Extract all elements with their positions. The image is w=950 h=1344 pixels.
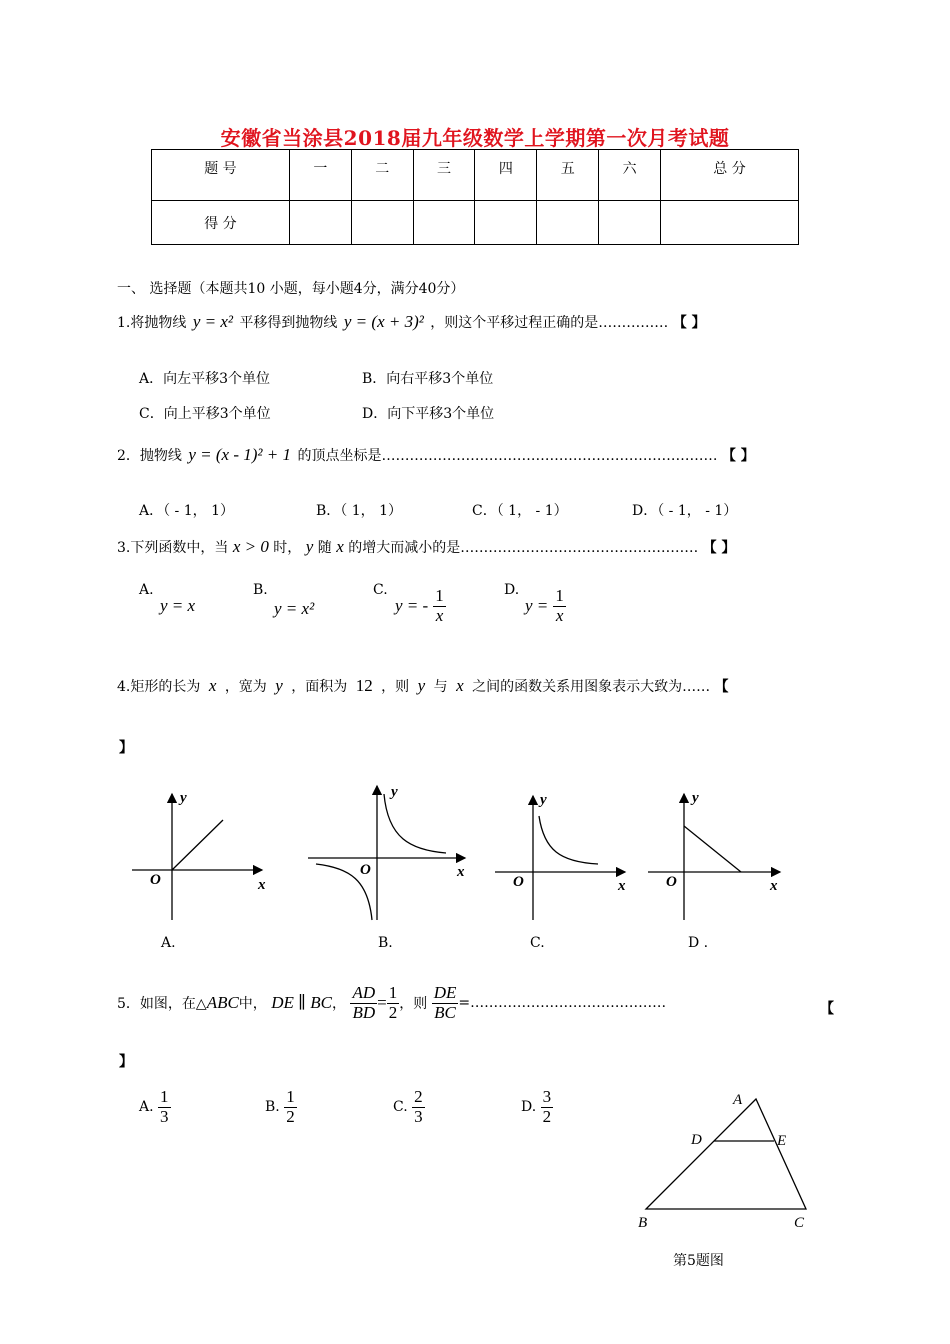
answer-bracket-close[interactable]: 】 — [119, 1054, 133, 1070]
q2-text: 2．抛物线 — [117, 448, 182, 464]
fraction-denominator: 3 — [160, 1106, 169, 1126]
q2-option-d[interactable]: D．（ - 1， - 1） — [632, 503, 738, 519]
q1-formula-2: y = (x + 3)² — [343, 312, 424, 331]
q4-var-y: y — [417, 676, 426, 695]
origin-label: O — [666, 874, 677, 890]
question-5 — [117, 984, 666, 1022]
q3-text: 3.下列函数中，当 — [117, 540, 229, 556]
section-heading: 一、 选择题（本题共10 小题，每小题4分，满分40分） — [117, 281, 465, 297]
fraction — [284, 1088, 297, 1126]
q5-text: 中， — [238, 996, 267, 1013]
score-header-cell: 六 — [599, 150, 661, 201]
score-table — [151, 149, 799, 245]
fraction-denominator: 2 — [388, 1002, 398, 1022]
q4-option-d[interactable]: D . — [688, 935, 709, 951]
fraction — [541, 1088, 554, 1126]
q5-bc: BC — [310, 993, 333, 1013]
q5-de: DE — [271, 993, 294, 1013]
q3-option-c-label[interactable]: C. — [373, 582, 388, 598]
score-header-cell: 二 — [351, 150, 413, 201]
q4-option-c[interactable]: C. — [530, 935, 545, 951]
q3-text: 时， — [273, 540, 302, 556]
option-label: C. — [393, 1099, 408, 1116]
question-3 — [117, 537, 736, 557]
score-cell[interactable] — [413, 201, 475, 245]
vertex-d-label: D — [691, 1132, 702, 1148]
fraction-numerator: DE — [433, 983, 457, 1002]
axis-x-label: x — [618, 878, 626, 894]
fraction-numerator: AD — [352, 983, 376, 1002]
fraction-numerator: 2 — [414, 1087, 423, 1106]
score-header-cell: 四 — [475, 150, 537, 201]
q3-option-a-formula: y = x — [160, 596, 196, 615]
fraction-numerator: 1 — [286, 1087, 295, 1106]
q4-option-b[interactable]: B. — [378, 935, 393, 951]
q2-option-c[interactable]: C．（ 1， - 1） — [472, 503, 568, 519]
answer-bracket-open[interactable]: 【 — [820, 1001, 834, 1017]
q5-option-b[interactable] — [265, 1088, 297, 1126]
origin-label: O — [150, 872, 161, 888]
q4-area: 12 — [355, 676, 373, 695]
score-header-cell: 总 分 — [661, 150, 799, 201]
score-header-cell: 三 — [413, 150, 475, 201]
axis-y-label: y — [180, 790, 187, 806]
fraction — [553, 587, 566, 625]
q3-option-b-formula: y = x² — [274, 599, 315, 618]
axis-y-label: y — [692, 790, 699, 806]
answer-bracket-open[interactable]: 【 — [714, 679, 729, 695]
q4-var-x: x — [208, 676, 217, 695]
q4-text: 4.矩形的长为 — [117, 679, 201, 695]
fraction-denominator: 2 — [286, 1106, 295, 1126]
graph-c[interactable] — [495, 792, 626, 920]
q5-triangle-figure — [630, 1085, 820, 1235]
fraction-numerator: 1 — [555, 586, 564, 605]
q5-text: ， — [332, 996, 347, 1013]
q4-var-y: y — [275, 676, 283, 695]
score-row-label: 得 分 — [152, 201, 290, 245]
q4-option-a[interactable]: A. — [161, 935, 176, 951]
question-2 — [117, 445, 755, 465]
q5-text: ，则 — [399, 996, 428, 1013]
q2-option-a[interactable]: A．（ - 1， 1） — [139, 503, 235, 519]
q1-option-c[interactable]: C．向上平移3个单位 — [139, 406, 271, 422]
score-header-cell: 一 — [289, 150, 351, 201]
q3-option-d-label[interactable]: D. — [504, 582, 520, 598]
q1-text: 1.将抛物线 — [117, 315, 187, 331]
axis-y-label: y — [540, 792, 547, 808]
fraction — [350, 984, 377, 1022]
q4-text: ，宽为 — [224, 679, 267, 695]
vertex-b-label: B — [638, 1215, 648, 1231]
q5-dots: =…………………………………… — [458, 995, 667, 1012]
q1-text: ，则这个平移过程正确的是…………… — [430, 315, 669, 331]
figure-caption: 第5题图 — [673, 1253, 724, 1269]
fraction — [412, 1088, 425, 1126]
fraction-numerator: 1 — [435, 586, 444, 605]
q3-d-lhs: y = — [525, 596, 549, 616]
q5-triangle: ABC — [206, 993, 239, 1013]
q1-option-d[interactable]: D．向下平移3个单位 — [362, 406, 495, 422]
q3-option-c-formula — [395, 587, 446, 625]
q3-option-a-label[interactable]: A. — [139, 582, 154, 598]
vertex-c-label: C — [794, 1215, 805, 1231]
answer-bracket-close[interactable]: 】 — [119, 740, 133, 756]
q2-formula: y = (x - 1)² + 1 — [188, 445, 291, 464]
fraction — [432, 984, 459, 1022]
q3-option-b-label[interactable]: B. — [253, 582, 268, 598]
fraction-numerator: 1 — [388, 983, 398, 1002]
q5-option-c[interactable] — [393, 1088, 425, 1126]
vertex-e-label: E — [777, 1133, 787, 1149]
q3-text: 随 — [317, 540, 332, 556]
q4-text: 与 — [433, 679, 448, 695]
fraction-denominator: 3 — [414, 1106, 423, 1126]
q3-text: 的增大而减小的是…………………………………………… — [348, 540, 699, 556]
q4-text: 之间的函数关系用图象表示大致为…… — [472, 679, 711, 695]
origin-label: O — [513, 874, 524, 890]
fraction — [433, 587, 446, 625]
score-table-score-row — [152, 201, 799, 245]
score-cell[interactable] — [351, 201, 413, 245]
q1-formula-1: y = x² — [192, 312, 233, 331]
graph-b[interactable] — [308, 784, 465, 920]
graph-a[interactable] — [132, 790, 266, 920]
fraction-numerator: 1 — [160, 1087, 169, 1106]
q4-text: ，则 — [381, 679, 410, 695]
axis-y-label: y — [391, 784, 398, 800]
q2-option-b[interactable]: B．（ 1， 1） — [316, 503, 403, 519]
q1-text: 平移得到抛物线 — [239, 315, 338, 331]
question-4 — [117, 676, 729, 696]
fraction-denominator: BD — [352, 1002, 376, 1022]
q2-text: 的顶点坐标是……………………………………………………………… — [297, 448, 718, 464]
triangle-abc — [646, 1099, 806, 1209]
fraction-numerator: 3 — [542, 1087, 552, 1106]
fraction-denominator: BC — [434, 1002, 456, 1022]
q3-var-x: x — [336, 537, 344, 556]
q5-equals: = — [377, 993, 387, 1013]
q5-parallel: ∥ — [293, 993, 311, 1013]
q3-condition: x > 0 — [232, 537, 269, 556]
score-header-cell: 题 号 — [152, 150, 290, 201]
fraction-denominator: x — [435, 605, 444, 625]
q3-c-lhs: y = - — [395, 596, 429, 616]
score-table-header-row — [152, 150, 799, 201]
q4-var-x: x — [456, 676, 464, 695]
question-1 — [117, 312, 706, 332]
axis-x-label: x — [457, 864, 465, 880]
q5-option-a[interactable] — [139, 1088, 171, 1126]
answer-bracket[interactable]: 【 】 — [702, 540, 736, 556]
q3-var-y: y — [305, 537, 314, 556]
q5-text: 5．如图，在△ — [117, 996, 207, 1013]
origin-label: O — [360, 862, 371, 878]
score-cell[interactable] — [537, 201, 599, 245]
axis-x-label: x — [770, 878, 778, 894]
score-cell[interactable] — [599, 201, 661, 245]
q1-option-b[interactable]: B．向右平移3个单位 — [362, 371, 494, 387]
answer-bracket[interactable]: 【 】 — [721, 448, 755, 464]
fraction-denominator: x — [555, 605, 564, 625]
fraction-denominator: 2 — [542, 1106, 552, 1126]
graph-d[interactable] — [648, 790, 780, 920]
score-cell[interactable] — [289, 201, 351, 245]
option-label: A. — [139, 1099, 154, 1116]
fraction — [387, 984, 400, 1022]
score-cell[interactable] — [661, 201, 799, 245]
q4-graphs — [120, 780, 800, 930]
answer-bracket[interactable]: 【 】 — [672, 315, 706, 331]
vertex-a-label: A — [733, 1092, 743, 1108]
fraction — [158, 1088, 171, 1126]
q1-option-a[interactable]: A．向左平移3个单位 — [139, 371, 271, 387]
score-header-cell: 五 — [537, 150, 599, 201]
page-title: 安徽省当涂县2018届九年级数学上学期第一次月考试题 — [220, 126, 730, 150]
axis-x-label: x — [258, 877, 266, 893]
score-cell[interactable] — [475, 201, 537, 245]
q3-option-d-formula — [525, 587, 566, 625]
q4-text: ，面积为 — [291, 679, 348, 695]
option-label: D. — [521, 1099, 537, 1116]
option-label: B. — [265, 1099, 280, 1116]
q5-option-d[interactable] — [521, 1088, 553, 1126]
